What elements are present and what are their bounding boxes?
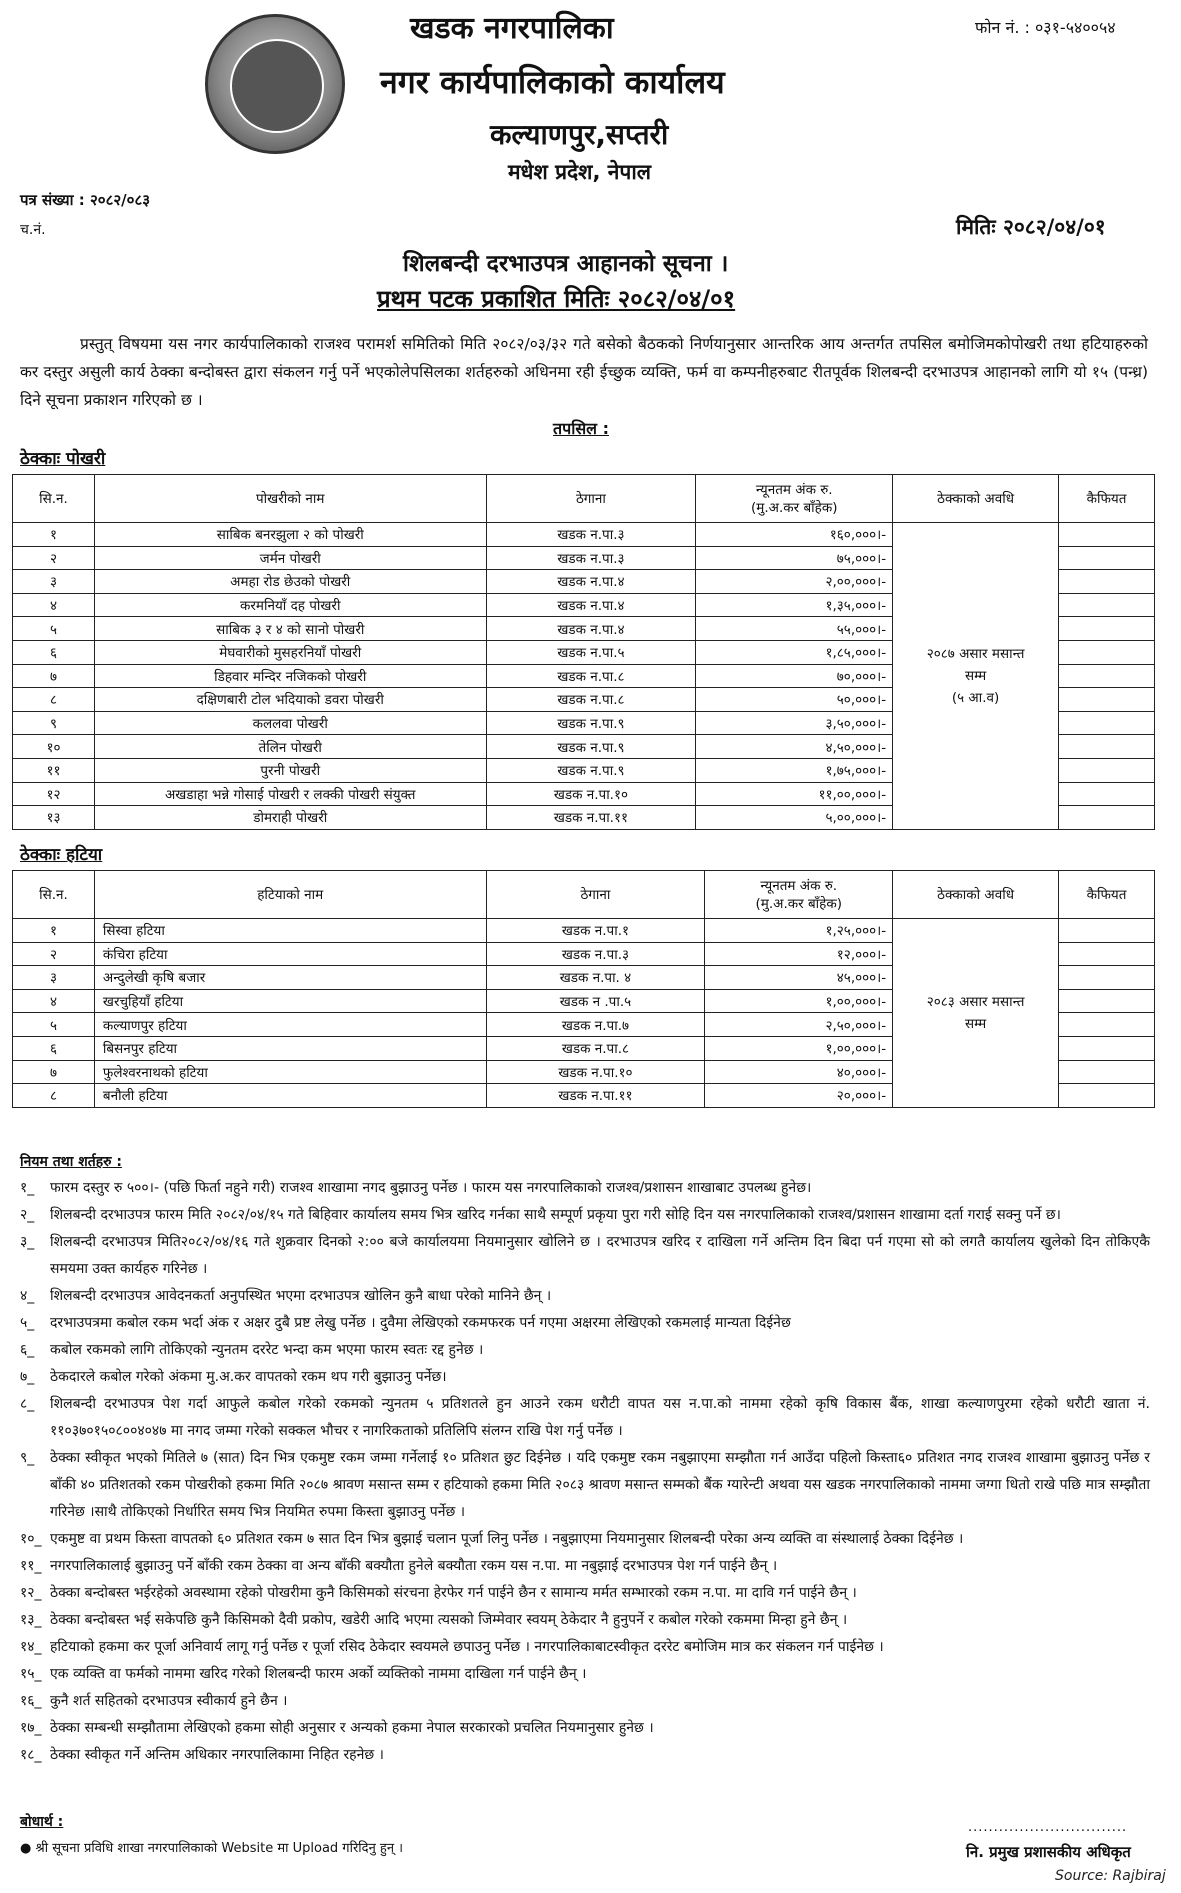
rule-text: शिलबन्दी दरभाउपत्र मिति२०८२/०४/१६ गते शुक्रवार दिनको २:०० बजे कार्यालयमा नियमानुसार खोलिने छ । दरभाउपत्र खरिद र दाखिला गर्ने अन्तिम दिन बिदा पर्न गएमा सो को लगतै कार्यालय खुलेको दिन तोकिएकै समयमा उक्त कार्यहरु गरिनेछ । [50,1234,1150,1277]
cell-sn: १० [13,735,95,759]
header-name: पोखरीको नाम [94,475,486,523]
rule-number: १२_ [20,1585,42,1601]
rule-text: फारम दस्तुर रु ५००।- (पछि फिर्ता नहुने गरी) राजश्व शाखामा नगद बुझाउनु पर्नेछ । फारम यस नगरपालिकाको राजश्व/प्रशासन शाखाबाट उपलब्ध हुनेछ। [50,1180,812,1196]
cell-name: डोमराही पोखरी [94,806,486,830]
rule-number: ११_ [20,1558,42,1574]
cell-sn: ४ [13,989,95,1013]
rule-item [20,1715,1150,1742]
signature-line: ............................... [968,1820,1128,1835]
letter-date: मितिः २०८२/०४/०१ [956,215,1106,239]
cell-name: अखडाहा भन्ने गोसाई पोखरी र लक्की पोखरी संयुक्त [94,782,486,806]
cell-sn: ५ [13,617,95,641]
cell-remarks [1059,806,1155,830]
cell-remarks [1059,1060,1155,1084]
cell-name: कंचिरा हटिया [94,942,486,966]
rule-text: एक व्यक्ति वा फर्मको नाममा खरिद गरेको शिलबन्दी फारम अर्को व्यक्तिको नाममा दाखिला गर्न पाईने छैन् । [50,1666,587,1682]
rule-item [20,1688,1150,1715]
cell-name: अन्दुलेखी कृषि बजार [94,966,486,990]
rule-text: नगरपालिकालाई बुझाउनु पर्ने बाँकी रकम ठेक्का वा अन्य बाँकी बक्यौता हुनेले बक्यौता रकम यस न.पा. मा नबुझाई दरभाउपत्र पेश गर्न पाईने छैन् । [50,1558,778,1574]
cell-name: मेघवारीको मुसहरनियाँ पोखरी [94,640,486,664]
cell-amount: १,३५,०००।- [696,593,893,617]
rule-number: ८_ [20,1396,35,1412]
cell-amount: २०,०००।- [705,1084,893,1108]
header-address: ठेगाना [486,871,705,919]
cell-amount: १२,०००।- [705,942,893,966]
cell-sn: १ [13,523,95,547]
rule-number: १५_ [20,1666,42,1682]
rule-item [20,1391,1150,1445]
cell-amount: ५५,०००।- [696,617,893,641]
rule-text: ठेकदारले कबोल गरेको अंकमा मु.अ.कर वापतको रकम थप गरी बुझाउनु पर्नेछ। [50,1369,447,1385]
duration-line: सम्म [964,1015,987,1032]
ponds-table [12,474,1155,830]
rules-title: नियम तथा शर्तहरु : [20,1154,122,1170]
cell-amount: ५०,०००।- [696,688,893,712]
cell-name: पुरनी पोखरी [94,758,486,782]
rule-text: ठेक्का बन्दोबस्त भईरहेको अवस्थामा रहेको पोखरीमा कुनै किसिमको संरचना हेरफेर गर्न पाईने छैन र सामान्य मर्मत सम्भारको रकम न.पा. मा दावि गर्न पाईने छैन् । [50,1585,857,1601]
notice-title: शिलबन्दी दरभाउपत्र आहानको सूचना । [403,251,729,277]
cell-name: तेलिन पोखरी [94,735,486,759]
source-credit: Source: Rajbiraj [1055,1868,1166,1884]
header-amount-label: न्यूनतम अंक रु. [760,877,838,894]
cell-name: फुलेश्वरनाथको हटिया [94,1060,486,1084]
cell-sn: ३ [13,570,95,594]
nepal-emblem-logo [205,14,345,154]
cell-address: खडक न.पा.४ [486,570,696,594]
cell-duration [893,919,1059,1108]
cell-sn: १ [13,919,95,943]
cell-duration [893,523,1059,830]
phone-number: फोन नं. : ०३१-५४००५४ [975,18,1116,37]
rule-item [20,1661,1150,1688]
cell-amount: १,२५,०००।- [705,919,893,943]
rule-item [20,1337,1150,1364]
cc-label: बोधार्थ : [20,1814,64,1830]
province: मधेश प्रदेश, नेपाल [508,160,651,184]
cell-address: खडक न.पा.१ [486,919,705,943]
cell-remarks [1059,942,1155,966]
rule-item [20,1364,1150,1391]
office-location: कल्याणपुर,सप्तरी [490,118,669,151]
rule-number: ५_ [20,1315,35,1331]
cell-remarks [1059,570,1155,594]
rule-number: १३_ [20,1612,42,1628]
cell-address: खडक न.पा.११ [486,1084,705,1108]
cell-address: खडक न.पा.४ [486,617,696,641]
cell-remarks [1059,523,1155,547]
cell-remarks [1059,688,1155,712]
rule-text: एकमुष्ट वा प्रथम किस्ता वापतको ६० प्रतिशत रकम ७ सात दिन भित्र बुझाई चलान पूर्जा लिनु पर्नेछ । नबुझाएमा नियमानुसार शिलबन्दी परेका अन्य व्यक्ति वा संस्थालाई ठेक्का दिईनेछ । [50,1531,964,1547]
header-duration: ठेक्काको अवधि [893,871,1059,919]
details-label: तपसिल : [553,419,609,438]
cell-amount: २,००,०००।- [696,570,893,594]
cell-address: खडक न.पा.३ [486,546,696,570]
header-remarks: कैफियत [1059,475,1155,523]
cell-sn: २ [13,546,95,570]
cell-amount: ११,००,०००।- [696,782,893,806]
org-name: खडक नगरपालिका [410,11,614,46]
rule-item [20,1553,1150,1580]
cell-address: खडक न.पा.३ [486,523,696,547]
duration-line: २०८७ असार मसान्त [926,645,1025,662]
cell-amount: १,७५,०००।- [696,758,893,782]
cell-amount: ५,००,०००।- [696,806,893,830]
rule-number: २_ [20,1207,35,1223]
header-duration: ठेक्काको अवधि [893,475,1059,523]
cell-remarks [1059,735,1155,759]
rule-item [20,1445,1150,1526]
rule-text: शिलबन्दी दरभाउपत्र फारम मिति २०८२/०४/१५ गते बिहिवार कार्यालय समय भित्र खरिद गर्नका साथै सम्पूर्ण प्रकृया पुरा गरी सोहि दिन यस नगरपालिकाको राजश्व/प्रशासन शाखामा दर्ता गराई सक्नु पर्ने छ। [50,1207,1061,1223]
rule-item [20,1526,1150,1553]
cell-name: खरचुहियाँ हटिया [94,989,486,1013]
duration-line: सम्म [964,667,987,684]
cc-item: ● श्री सूचना प्रविधि शाखा नगरपालिकाको Website मा Upload गरिदिनु हुन् । [20,1841,404,1856]
rule-number: ४_ [20,1288,35,1304]
rule-item [20,1742,1150,1769]
cell-address: खडक न.पा.८ [486,688,696,712]
cell-amount: ७०,०००।- [696,664,893,688]
rule-text: ठेक्का स्वीकृत भएको मितिले ७ (सात) दिन भित्र एकमुष्ट रकम जम्मा गर्नेलाई १० प्रतिशत छुट दिईनेछ । यदि एकमुष्ट रकम नबुझाएमा सम्झौता गर्न आउँदा पहिलो किस्ता६० प्रतिशत नगद राजश्व शाखामा बुझाउनु पर्नेछ र बाँकी ४० प्रतिशतको रकम पोखरीको हकमा मिति २०८७ श्रावण मसान्त सम्म र हटियाको हकमा मिति २०८३ श्रावण मसान्त सम्मको बैंक ग्यारेन्टी अथवा यस खडक नगरपालिकाको नाममा जग्गा धितो राखे पछि मात्र सम्झौता गरिनेछ ।साथै तोकिएको निर्धारित समय भित्र नियमित रुपमा किस्ता बुझाउनु पर्नेछ । [50,1450,1150,1520]
header-min-amount [696,475,893,523]
header-amount-note: (मु.अ.कर बाँहेक) [755,895,842,912]
header-name: हटियाको नाम [94,871,486,919]
dispatch-number: च.नं. [20,222,46,238]
cell-remarks [1059,617,1155,641]
rule-text: कबोल रकमको लागि तोकिएको न्युनतम दररेट भन्दा कम भएमा फारम स्वतः रद्द हुनेछ । [50,1342,484,1358]
cell-sn: ३ [13,966,95,990]
rule-text: ठेक्का सम्बन्धी सम्झौतामा लेखिएको हकमा सोही अनुसार र अन्यको हकमा नेपाल सरकारको प्रचलित नियमानुसार हुनेछ । [50,1720,654,1736]
cell-sn: १३ [13,806,95,830]
cc-item-text: श्री सूचना प्रविधि शाखा नगरपालिकाको Website मा Upload गरिदिनु हुन् । [35,1841,404,1856]
cell-amount: १६०,०००।- [696,523,893,547]
rule-item [20,1310,1150,1337]
cell-name: अमहा रोड छेउको पोखरी [94,570,486,594]
cell-address: खडक न .पा.५ [486,989,705,1013]
intro-paragraph: प्रस्तुत् विषयमा यस नगर कार्यपालिकाको राजश्व परामर्श समितिको मिति २०८२/०३/३२ गते बसेको बैठकको निर्णयानुसार आन्तरिक आय अन्तर्गत तपसिल बमोजिमकोपोखरी तथा हटियाहरुको कर दस्तुर असुली कार्य ठेक्का बन्दोबस्त द्वारा संकलन गर्नु पर्ने भएकोलेपसिलका शर्तहरुको अधिनमा रही ईच्छुक व्यक्ति, फर्म वा कम्पनीहरुबाट रीतपूर्वक शिलबन्दी दरभाउपत्र आहानको लागि यो १५ (पन्ध्र) दिने सूचना प्रकाशन गरिएको छ । [20,335,1148,409]
table-row [13,919,1155,943]
header-address: ठेगाना [486,475,696,523]
cell-sn: ५ [13,1013,95,1037]
cell-remarks [1059,1036,1155,1060]
rule-number: ६_ [20,1342,35,1358]
cell-remarks [1059,1084,1155,1108]
office-name: नगर कार्यपालिकाको कार्यालय [380,63,725,101]
rule-item [20,1580,1150,1607]
rule-item [20,1202,1150,1229]
cell-address: खडक न.पा.१० [486,782,696,806]
cell-amount: ४,५०,०००।- [696,735,893,759]
header-amount-label: न्यूनतम अंक रु. [755,481,833,498]
rule-text: कुनै शर्त सहितको दरभाउपत्र स्वीकार्य हुने छैन । [50,1693,288,1709]
cell-address: खडक न.पा.९ [486,735,696,759]
rule-number: ७_ [20,1369,35,1385]
cell-amount: ४५,०००।- [705,966,893,990]
cell-name: जर्मन पोखरी [94,546,486,570]
cell-sn: ६ [13,640,95,664]
duration-line: २०८३ असार मसान्त [926,993,1025,1010]
rules-list [20,1175,1150,1769]
ponds-section-title: ठेक्काः पोखरी [20,449,106,469]
cell-remarks [1059,664,1155,688]
cell-remarks [1059,711,1155,735]
rule-text: शिलबन्दी दरभाउपत्र पेश गर्दा आफुले कबोल गरेको रकमको न्युनतम ५ प्रतिशतले हुन आउने रकम धरौटी वापत यस न.पा.को नाममा रहेको कृषि विकास बैंक, शाखा कल्याणपुरमा रहेको धरौटी खाता नं. ११०३७०१५०८००४०४७ मा नगद जम्मा गरेको सक्कल भौचर र नागरिकताको प्रतिलिपि संलग्न राखि पेश गर्नु पर्नेछ । [50,1396,1150,1439]
cell-sn: ९ [13,711,95,735]
cell-amount: २,५०,०००।- [705,1013,893,1037]
rule-text: दरभाउपत्रमा कबोल रकम भर्दा अंक र अक्षर दुबै प्रष्ट लेखु पर्नेछ । दुवैमा लेखिएको रकमफरक पर्न गएमा अक्षरमा लेखिएको रकमलाई मान्यता दिईनेछ [50,1315,791,1331]
cell-name: बिसनपुर हटिया [94,1036,486,1060]
cell-address: खडक न.पा.११ [486,806,696,830]
cell-address: खडक न.पा.१० [486,1060,705,1084]
cell-sn: २ [13,942,95,966]
cell-amount: १,००,०००।- [705,1036,893,1060]
rule-number: १८_ [20,1747,42,1763]
rule-text: हटियाको हकमा कर पूर्जा अनिवार्य लागू गर्नु पर्नेछ र पूर्जा रसिद ठेकेदार स्वयमले छपाउनु पर्नेछ । नगरपालिकाबाटस्वीकृत दररेट बमोजिम मात्र कर संकलन गर्न पाईनेछ । [50,1639,884,1655]
rule-text: शिलबन्दी दरभाउपत्र आवेदनकर्ता अनुपस्थित भएमा दरभाउपत्र खोलिन कुनै बाधा परेको मानिने छैन् । [50,1288,552,1304]
cell-name: करमनियाँ दह पोखरी [94,593,486,617]
cell-remarks [1059,640,1155,664]
cell-address: खडक न.पा.५ [486,640,696,664]
cell-remarks [1059,966,1155,990]
cell-sn: १२ [13,782,95,806]
cell-address: खडक न.पा.३ [486,942,705,966]
cell-remarks [1059,782,1155,806]
header-remarks: कैफियत [1059,871,1155,919]
rule-number: १_ [20,1180,35,1196]
markets-section-title: ठेक्काः हटिया [20,845,103,865]
cell-name: दक्षिणबारी टोल भदियाको डवरा पोखरी [94,688,486,712]
rule-item [20,1175,1150,1202]
cell-address: खडक न.पा.७ [486,1013,705,1037]
cell-address: खडक न.पा.९ [486,758,696,782]
cell-remarks [1059,919,1155,943]
cell-name: साबिक बनरझुला २ को पोखरी [94,523,486,547]
cell-remarks [1059,593,1155,617]
cell-name: सिस्वा हटिया [94,919,486,943]
cell-amount: १,००,०००।- [705,989,893,1013]
letter-number: पत्र संख्या : २०८२/०८३ [20,191,151,209]
rule-item [20,1229,1150,1283]
cell-amount: ४०,०००।- [705,1060,893,1084]
cell-address: खडक न.पा. ४ [486,966,705,990]
cell-address: खडक न.पा.८ [486,664,696,688]
cell-sn: ६ [13,1036,95,1060]
cell-name: साबिक ३ र ४ को सानो पोखरी [94,617,486,641]
rule-number: १४_ [20,1639,42,1655]
header-sn: सि.न. [13,871,95,919]
header-sn: सि.न. [13,475,95,523]
cell-remarks [1059,758,1155,782]
rule-item [20,1634,1150,1661]
markets-table [12,870,1155,1108]
rule-number: १६_ [20,1693,42,1709]
header-min-amount [705,871,893,919]
cell-amount: ७५,०००।- [696,546,893,570]
cell-sn: ११ [13,758,95,782]
cell-sn: ७ [13,1060,95,1084]
table-row [13,523,1155,547]
rule-item [20,1607,1150,1634]
cell-address: खडक न.पा.८ [486,1036,705,1060]
cell-remarks [1059,1013,1155,1037]
cell-amount: १,८५,०००।- [696,640,893,664]
markets-header-row [13,871,1155,919]
cell-address: खडक न.पा.९ [486,711,696,735]
rule-item [20,1283,1150,1310]
rule-text: ठेक्का बन्दोबस्त भई सकेपछि कुनै किसिमको दैवी प्रकोप, खडेरी आदि भएमा त्यसको जिम्मेवार स्वयम् ठेकेदार नै हुनुपर्ने र कबोल गरेको रकममा मिन्हा हुने छैन् । [50,1612,848,1628]
duration-line: (५ आ.व) [951,689,1000,706]
ponds-header-row [13,475,1155,523]
published-date: प्रथम पटक प्रकाशित मितिः २०८२/०४/०१ [377,285,736,313]
cell-name: कल्याणपुर हटिया [94,1013,486,1037]
cell-name: कललवा पोखरी [94,711,486,735]
cell-remarks [1059,989,1155,1013]
cell-sn: ८ [13,688,95,712]
cell-address: खडक न.पा.४ [486,593,696,617]
signatory: नि. प्रमुख प्रशासकीय अधिकृत [966,1843,1131,1861]
rule-number: १७_ [20,1720,42,1736]
cell-sn: ८ [13,1084,95,1108]
cell-name: डिहवार मन्दिर नजिकको पोखरी [94,664,486,688]
cell-name: बनौली हटिया [94,1084,486,1108]
cell-sn: ४ [13,593,95,617]
cell-amount: ३,५०,०००।- [696,711,893,735]
rule-number: ३_ [20,1234,35,1250]
rule-text: ठेक्का स्वीकृत गर्ने अन्तिम अधिकार नगरपालिकामा निहित रहनेछ । [50,1747,384,1763]
header-amount-note: (मु.अ.कर बाँहेक) [751,499,838,516]
rule-number: ९_ [20,1450,35,1466]
cell-remarks [1059,546,1155,570]
cell-sn: ७ [13,664,95,688]
rule-number: १०_ [20,1531,42,1547]
